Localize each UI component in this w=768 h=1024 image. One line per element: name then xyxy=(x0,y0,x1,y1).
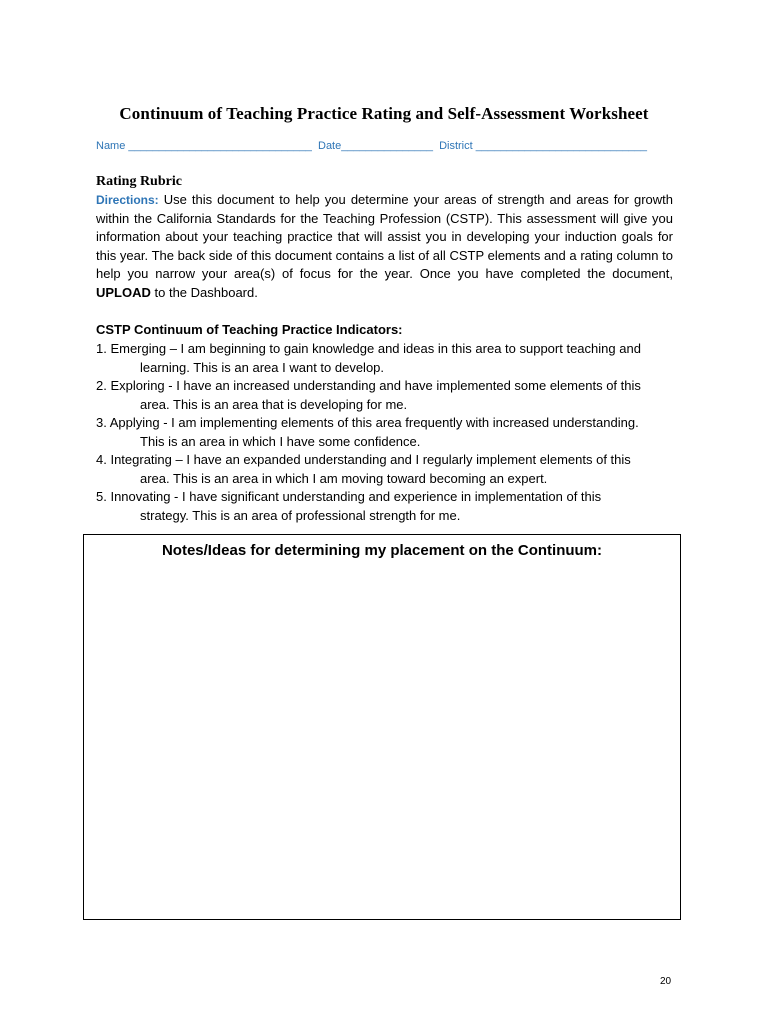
date-field[interactable]: Date_______________ xyxy=(318,140,434,152)
notes-box[interactable] xyxy=(83,534,681,920)
rating-rubric-heading: Rating Rubric xyxy=(96,174,182,189)
indicator-continuation: learning. This is an area I want to develop. xyxy=(140,359,385,375)
indicator-line: 3. Applying - I am implementing elements of this area frequently with increased understanding. xyxy=(96,415,639,430)
directions-label: Directions: xyxy=(96,193,159,207)
indicator-continuation: This is an area in which I have some confidence. xyxy=(140,433,421,449)
directions-upload-bold: UPLOAD xyxy=(96,284,151,300)
indicator-integrating xyxy=(96,451,676,488)
directions-text-1: Use this document to help you determine your areas of strength and areas for growth within the California Standards for the Teaching Profession (CSTP). This assessment will give you information about your teaching practice that will assist you in developing your induction goals for this year. The back side of this document contains a list of all CSTP elements and a rating column to help you narrow your area(s) of focus for the year. Once you have completed the document, xyxy=(96,192,673,281)
indicator-continuation: area. This is an area that is developing for me. xyxy=(140,396,408,412)
indicator-applying xyxy=(96,414,676,451)
page-number: 20 xyxy=(660,976,672,987)
directions-paragraph xyxy=(96,191,673,302)
indicators-list xyxy=(96,340,676,525)
indicator-continuation: strategy. This is an area of professional strength for me. xyxy=(140,507,461,523)
indicator-emerging xyxy=(96,340,676,377)
indicator-continuation: area. This is an area in which I am moving toward becoming an expert. xyxy=(140,470,548,486)
indicator-line: 2. Exploring - I have an increased understanding and have implemented some elements of this xyxy=(96,378,641,393)
indicator-line: 1. Emerging – I am beginning to gain knowledge and ideas in this area to support teaching and xyxy=(96,341,641,356)
indicator-line: 4. Integrating – I have an expanded understanding and I regularly implement elements of this xyxy=(96,452,631,467)
indicator-line: 5. Innovating - I have significant understanding and experience in implementation of this xyxy=(96,489,602,504)
document-title: Continuum of Teaching Practice Rating and Self-Assessment Worksheet xyxy=(119,104,649,123)
name-field[interactable]: Name ______________________________ xyxy=(96,140,312,152)
indicator-innovating xyxy=(96,488,676,525)
notes-title: Notes/Ideas for determining my placement on the Continuum: xyxy=(161,542,603,559)
directions-text-2: to the Dashboard. xyxy=(150,284,258,300)
indicator-exploring xyxy=(96,377,676,414)
district-field[interactable]: District ____________________________ xyxy=(439,140,648,152)
indicators-heading: CSTP Continuum of Teaching Practice Indicators: xyxy=(96,322,403,337)
header-fields xyxy=(96,140,650,152)
